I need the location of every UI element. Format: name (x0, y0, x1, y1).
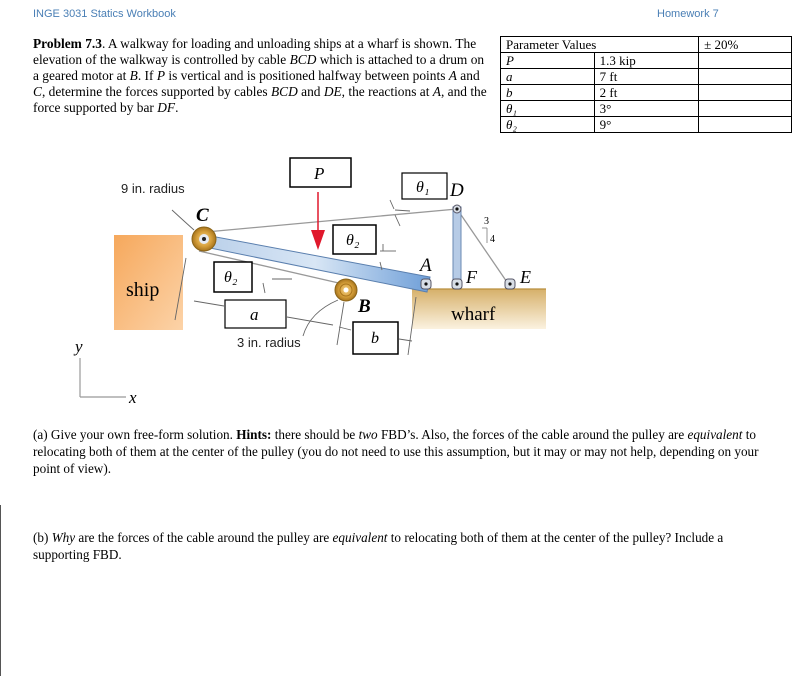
label-point-f: F (466, 267, 477, 287)
text-segment: FBD’s. Also, the forces of the cable around the pulley are (377, 427, 688, 442)
param-name: θ₂ (501, 117, 595, 133)
label-a: a (250, 305, 259, 324)
cable-cd (206, 209, 457, 232)
pin-f (452, 279, 462, 289)
text-segment: are the forces of the cable around the pulley are (75, 530, 333, 545)
wharf-label: wharf (451, 304, 496, 325)
pin-a (421, 279, 431, 289)
text-segment: C (33, 84, 42, 99)
text-segment: equivalent (687, 427, 743, 442)
label-theta2-upper: θ₂ (346, 232, 360, 249)
param-value: 2 ft (594, 85, 699, 101)
ship-label: ship (126, 279, 160, 301)
tolerance-header: ± 20% (699, 37, 792, 53)
radius-large-label: 9 in. radius (121, 181, 185, 196)
table-header: Parameter Values (501, 37, 699, 53)
pin-e (505, 279, 515, 289)
text-segment: DE (323, 84, 342, 99)
label-point-d: D (450, 180, 464, 201)
cable-de (457, 209, 509, 285)
label-point-e: E (520, 267, 531, 287)
label-point-c: C (196, 205, 209, 226)
label-point-b: B (358, 296, 371, 317)
part-b-question (33, 529, 763, 563)
text-segment: , the reactions at (341, 84, 433, 99)
param-name: P (501, 53, 595, 69)
text-segment: two (358, 427, 378, 442)
text-segment: and (297, 84, 324, 99)
text-segment: equivalent (332, 530, 388, 545)
axis-x-label: x (129, 388, 137, 407)
workbook-title: INGE 3031 Statics Workbook (33, 8, 176, 20)
force-p-arrowhead (311, 230, 325, 250)
param-name: a (501, 69, 595, 85)
part-a-question (33, 426, 763, 477)
text-segment: A (448, 68, 457, 83)
text-segment: . A walkway for loading and unloading ships at a wharf is shown. The elevation of the walkway is controlled by cable (33, 36, 477, 67)
label-theta1: θ₁ (416, 179, 430, 196)
text-segment: DF (157, 100, 176, 115)
homework-label: Homework 7 (657, 8, 719, 20)
text-segment: is vertical and is positioned halfway between points (165, 68, 449, 83)
param-value: 9° (594, 117, 699, 133)
text-segment: Why (51, 530, 76, 545)
problem-label: Problem 7.3 (33, 36, 102, 51)
text-segment: , determine the forces supported by cables (41, 84, 271, 99)
label-theta2-lower: θ₂ (224, 269, 238, 286)
text-segment: and (456, 68, 480, 83)
text-segment: to relocating both of them at the center of the pulley? Include a supporting FBD. (33, 530, 724, 562)
label-point-a: A (420, 255, 432, 276)
param-name: b (501, 85, 595, 101)
text-segment: . If (137, 68, 157, 83)
text-segment: Hints: (236, 427, 272, 442)
param-value: 3° (594, 101, 699, 117)
param-value: 7 ft (594, 69, 699, 85)
bar-df (453, 207, 461, 287)
text-segment: to relocating both of them at the center of the pulley (you do not need to use this assumption, but it may or may not help, depending on your point of view). (33, 427, 759, 476)
param-value: 1.3 kip (594, 53, 699, 69)
label-b: b (371, 330, 379, 347)
text-segment: there should be (271, 427, 359, 442)
text-segment: P (156, 68, 166, 83)
text-segment: BCD (270, 84, 298, 99)
axis-y-label: y (75, 337, 83, 356)
text-segment: (a) Give your own free-form solution. (33, 427, 237, 442)
text-segment: , and the force supported by bar (33, 84, 487, 115)
axes-icon (80, 358, 126, 397)
text-segment: (b) (33, 530, 52, 545)
text-segment: BCD (289, 52, 317, 67)
pin-d (453, 205, 461, 213)
slope-run: 4 (490, 234, 495, 245)
text-segment: . (175, 100, 179, 115)
slope-rise: 3 (484, 216, 489, 227)
radius-small-label: 3 in. radius (237, 335, 301, 350)
text-segment: which is attached to a drum on a geared motor at (33, 52, 485, 83)
text-segment: A (432, 84, 441, 99)
text-segment: B (129, 68, 138, 83)
label-p: P (314, 164, 325, 183)
param-name: θ₁ (501, 101, 595, 117)
page-left-border (0, 505, 1, 676)
